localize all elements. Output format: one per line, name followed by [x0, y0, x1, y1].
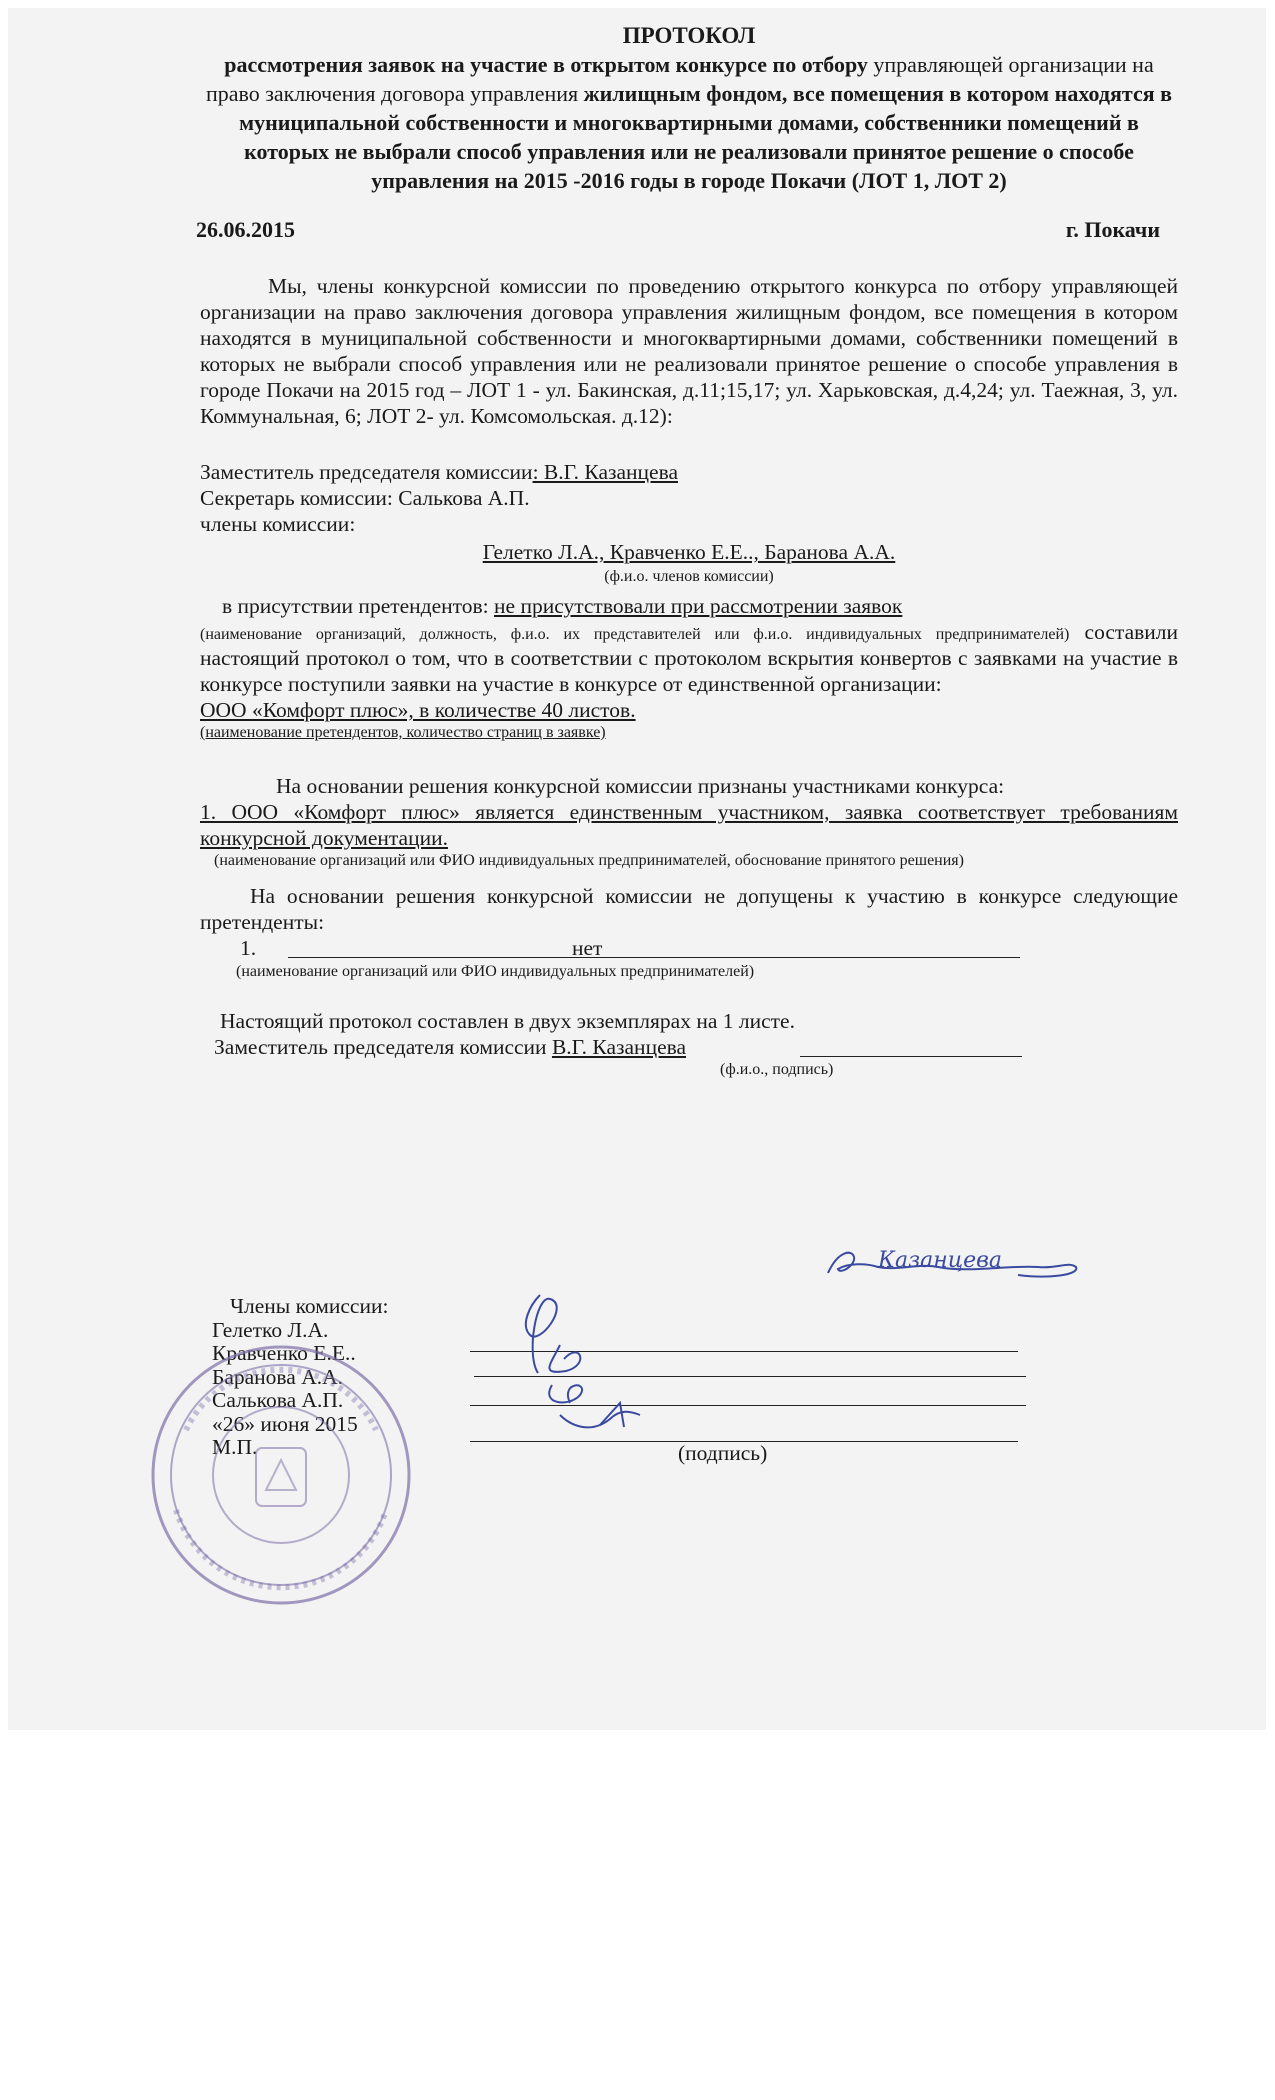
- official-stamp-icon: [146, 1340, 416, 1610]
- doc-date: 26.06.2015: [196, 217, 295, 242]
- presence-caption: (наименование организаций, должность, ф.и.о. их представителей или ф.и.о. индивидуальных предпринимателей): [200, 626, 1070, 643]
- member-1: Гелетко Л.А.: [212, 1317, 329, 1342]
- protocol-page: [196, 22, 1179, 1080]
- presence-label: в присутствии претендентов:: [222, 594, 489, 618]
- subtitle-normal: управляющей организации на право заключения договора управления: [205, 52, 1154, 106]
- mp-label: М.П.: [212, 1435, 258, 1459]
- presence-value: не присутствовали при рассмотрении заявок: [494, 594, 903, 618]
- members-label: члены комиссии:: [200, 512, 356, 536]
- copies-line: Настоящий протокол составлен в двух экземплярах на 1 листе.: [220, 1009, 795, 1033]
- deputy-label: Заместитель председателя комиссии: [200, 460, 533, 484]
- sign-date: «26» июня 2015: [212, 1411, 358, 1436]
- doc-subtitle: [200, 50, 1178, 195]
- deputy-sign-caption: (ф.и.о., подпись): [720, 1061, 834, 1078]
- deputy-sign-blank: [800, 1034, 1022, 1057]
- rejected-line: [200, 935, 1178, 962]
- intro-paragraph: Мы, члены конкурсной комиссии по проведению открытого конкурса по отбору управляющей организации на право заключения договора управления жилищным фондом, все помещения в котором находятся в муниципальной собственности и многоквартирными домами, собственники помещений в которых не выбрали способ управления или не реализовали принятое решение о способе управления в городе Покачи на 2015 год – ЛОТ 1 - ул. Бакинская, д.11;15,17; ул. Харьковская, д.4,24; ул. Таежная, 3, ул. Коммунальная, 6; ЛОТ 2- ул. Комсомольская. д.12):: [200, 274, 1178, 428]
- rejected-blank-2: [618, 935, 1020, 958]
- members-signatures-icon: [500, 1285, 680, 1455]
- decision-intro: На основании решения конкурсной комиссии признаны участниками конкурса:: [276, 774, 1005, 798]
- rejected-value: нет: [572, 936, 603, 960]
- deputy-sign-name: В.Г. Казанцева: [551, 1035, 687, 1059]
- members-title: Члены комиссии:: [230, 1294, 389, 1318]
- rejected-number: 1.: [240, 936, 257, 960]
- presence-line: [200, 593, 1178, 619]
- deputy-name: : В.Г. Казанцева: [532, 460, 678, 484]
- rejected-intro: На основании решения конкурсной комиссии не допущены к участию в конкурсе следующие претенденты:: [200, 884, 1178, 934]
- deputy-line: [200, 459, 1178, 485]
- presence-text: составили настоящий протокол о том, что в соответствии с протоколом вскрытия конвертов с заявками на участие в конкурсе поступили заявки на участие в конкурсе от единственной организации:: [200, 620, 1179, 696]
- doc-city: г. Покачи: [1065, 217, 1160, 242]
- date-city-row: [196, 217, 1178, 243]
- decision-item: 1. ООО «Комфорт плюс» является единственным участником, заявка соответствует требованиям конкурсной документации.: [200, 800, 1178, 850]
- decision-caption: (наименование организаций или ФИО индивидуальных предпринимателей, обоснование принятого решения): [214, 852, 964, 869]
- member-3: Баранова А.А.: [212, 1364, 344, 1389]
- applicant-line: ООО «Комфорт плюс», в количестве 40 листов.: [200, 698, 636, 722]
- rejected-caption: (наименование организаций или ФИО индивидуальных предпринимателей): [236, 963, 755, 980]
- subtitle-bold-2: жилищным фондом, все помещения в котором находятся в муниципальной собственности и многоквартирными домами, собственники помещений в которых не выбрали способ управления или не реализовали принятое решение о способе управления на 2015 -2016 годы в городе Покачи (ЛОТ 1, ЛОТ 2): [239, 81, 1173, 193]
- applicant-caption: (наименование претендентов, количество страниц в заявке): [200, 724, 606, 741]
- member-2: Кравченко Е.Е..: [212, 1341, 356, 1365]
- member-4: Салькова А.П.: [212, 1388, 344, 1412]
- signature-lettering: Казанцева: [878, 1248, 1003, 1273]
- rejected-blank-1: [288, 935, 670, 958]
- subtitle-bold-1: рассмотрения заявок на участие в открытом конкурсе по отбору: [224, 52, 868, 77]
- deputy-sign-label: Заместитель председателя комиссии: [214, 1035, 552, 1059]
- members-names: Гелетко Л.А., Кравченко Е.Е.., Баранова А.А.: [482, 540, 896, 564]
- presence-paragraph: [200, 619, 1178, 697]
- members-caption: (ф.и.о. членов комиссии): [604, 568, 774, 585]
- podpis-caption: (подпись): [678, 1441, 768, 1465]
- secretary-line: Секретарь комиссии: Салькова А.П.: [200, 486, 530, 510]
- doc-title: ПРОТОКОЛ: [622, 23, 756, 48]
- deputy-sign-line: [200, 1034, 1178, 1060]
- deputy-signature-icon: [818, 1245, 1118, 1285]
